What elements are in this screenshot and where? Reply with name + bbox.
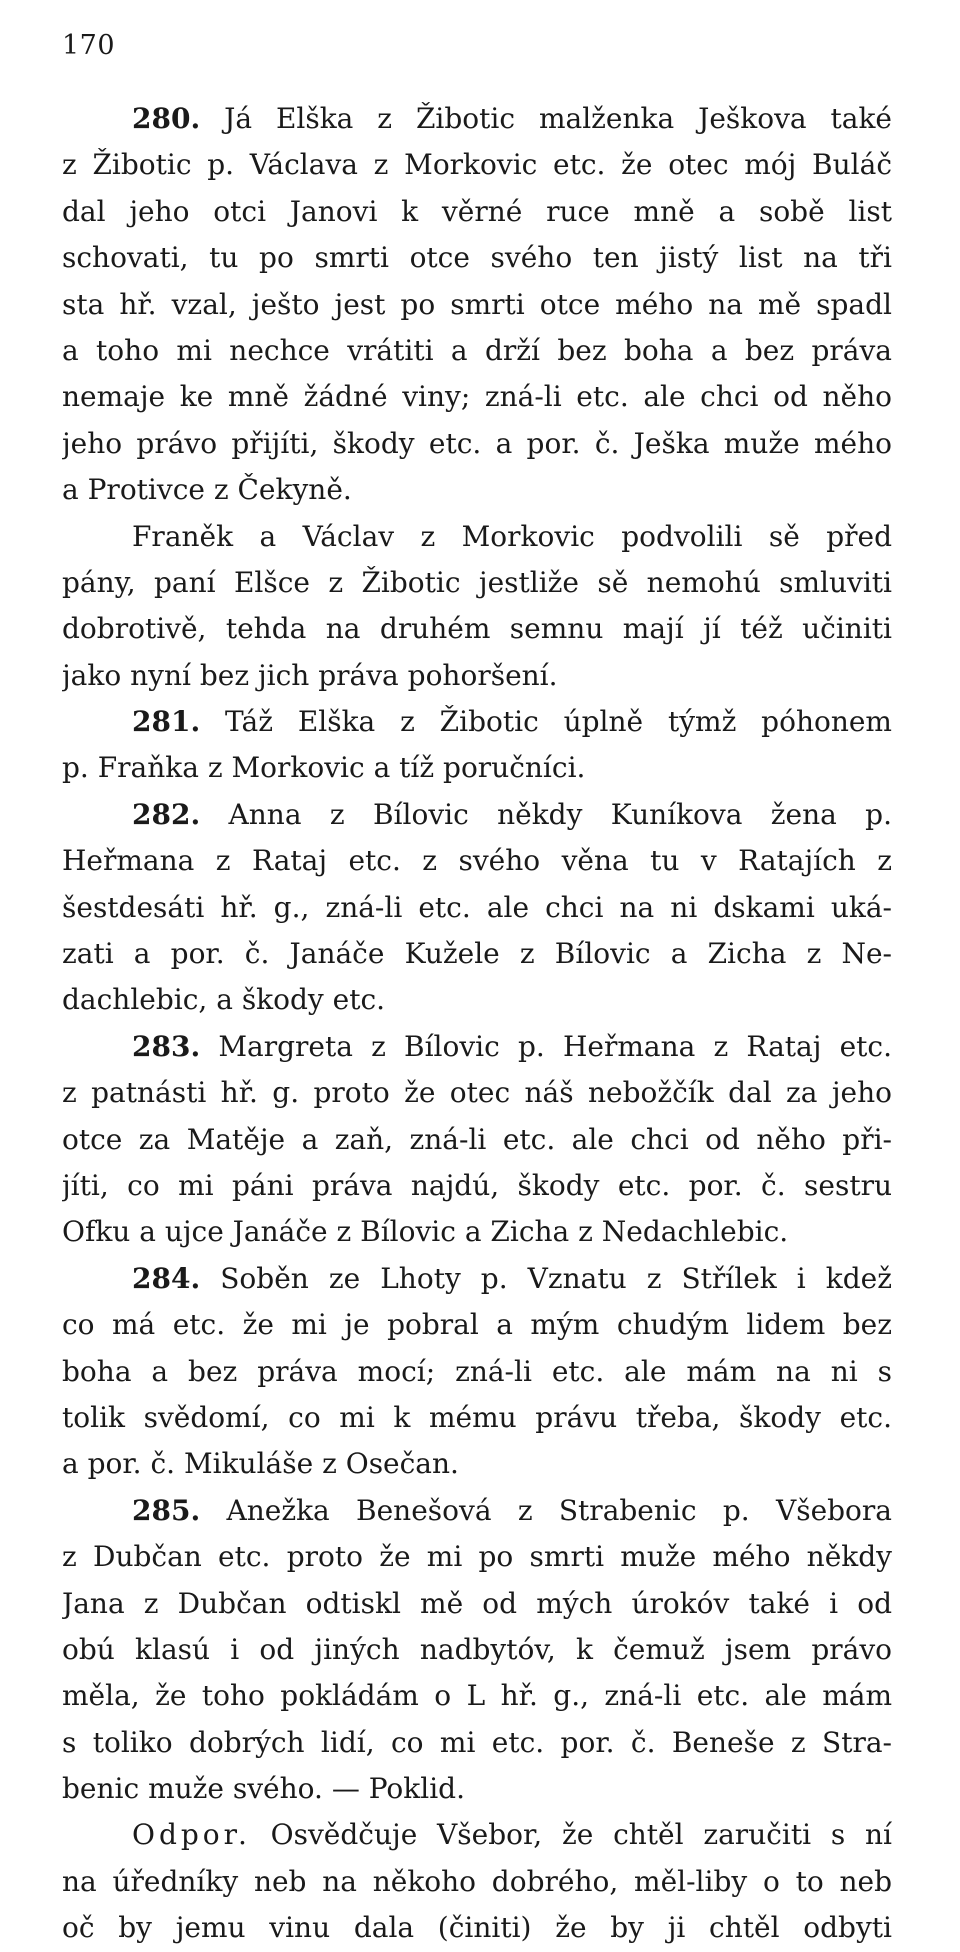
line-text: Anna z Bílovic někdy Kuníkova žena p. (200, 797, 892, 831)
entry-number: 283. (132, 1029, 201, 1063)
line-text: otce za Matěje a zaň, zná-li etc. ale chci od něho při- (62, 1122, 892, 1156)
text-line (62, 1627, 892, 1673)
line-text: a Protivce z Čekyně. (62, 473, 352, 507)
line-text: Já Elška z Žibotic malženka Ješkova také (200, 102, 892, 135)
text-line (62, 1024, 892, 1070)
line-text: Jana z Dubčan odtiskl mě od mých úrokóv také i od (62, 1586, 892, 1620)
text-line (62, 699, 892, 745)
text-line (62, 1117, 892, 1163)
text-line (62, 977, 892, 1023)
line-text: obú klasú i od jiných nadbytóv, k čemuž jsem právo (62, 1632, 892, 1666)
text-line (62, 1673, 892, 1719)
line-text: benic muže svého. — Poklid. (62, 1772, 465, 1806)
line-text: jako nyní bez jich práva pohoršení. (62, 658, 558, 692)
spaced-heading-word: Odpor. (132, 1818, 251, 1852)
text-line (62, 1395, 892, 1441)
line-text: dobrotivě, tehda na druhém semnu mají jí též učiniti (62, 612, 892, 646)
line-text: co má etc. že mi je pobral a mým chudým lidem bez (62, 1308, 892, 1342)
line-text: z Dubčan etc. proto že mi po smrti muže mého někdy (62, 1540, 892, 1574)
text-line (62, 1209, 892, 1255)
line-text: jíti, co mi páni práva najdú, škody etc. por. č. sestru (62, 1168, 892, 1202)
line-text: Ofku a ujce Janáče z Bílovic a Zicha z Nedachlebic. (62, 1215, 789, 1249)
text-line (62, 421, 892, 467)
line-text: boha a bez práva mocí; zná-li etc. ale mám na ni s (62, 1354, 892, 1388)
line-text: dachlebic, a škody etc. (62, 983, 386, 1017)
text-line (62, 560, 892, 606)
line-text: schovati, tu po smrti otce svého ten jistý list na tři (62, 241, 892, 275)
text-line (62, 142, 892, 188)
text-line (62, 328, 892, 374)
line-text: dal jeho otci Janovi k věrné ruce mně a sobě list (62, 194, 892, 228)
page-number: 170 (62, 30, 116, 61)
line-text: Heřmana z Rataj etc. z svého věna tu v Ratajích z (62, 844, 892, 878)
entry-number: 285. (132, 1493, 201, 1527)
text-line (62, 745, 892, 791)
entry-number: 280. (132, 102, 201, 135)
line-text: a toho mi nechce vrátiti a drží bez boha a bez práva (62, 333, 892, 367)
line-text: měla, že toho pokládám o L hř. g., zná-li etc. ale mám (62, 1679, 892, 1713)
line-text: jeho právo přijíti, škody etc. a por. č. Ješka muže mého (62, 426, 892, 460)
line-text: Margreta z Bílovic p. Heřmana z Rataj etc. (200, 1029, 892, 1063)
line-text: z Žibotic p. Václava z Morkovic etc. že otec mój Buláč (62, 148, 892, 182)
line-text: Anežka Benešová z Strabenic p. Všebora (200, 1493, 892, 1527)
text-line (62, 838, 892, 884)
text-line (62, 1302, 892, 1348)
text-line (62, 1905, 892, 1951)
line-text: sta hř. vzal, ješto jest po smrti otce mého na mě spadl (62, 287, 892, 321)
text-line (62, 1812, 892, 1858)
text-line (62, 235, 892, 281)
text-line (62, 1256, 892, 1302)
line-text: a por. č. Mikuláše z Osečan. (62, 1447, 459, 1481)
line-text: tolik svědomí, co mi k mému právu třeba, škody etc. (62, 1400, 892, 1434)
entry-number: 281. (132, 705, 201, 739)
line-text: p. Fraňka z Morkovic a tíž poručníci. (62, 751, 586, 785)
text-line (62, 1534, 892, 1580)
line-text: z patnásti hř. g. proto že otec náš nebožčík dal za jeho (62, 1076, 892, 1110)
line-text: na úředníky neb na někoho dobrého, měl-liby o to neb (62, 1864, 892, 1898)
text-line (62, 96, 892, 142)
text-line (62, 514, 892, 560)
text-line (62, 1441, 892, 1487)
text-line (62, 1163, 892, 1209)
text-line (62, 1766, 892, 1812)
text-line (62, 189, 892, 235)
text-block (62, 96, 892, 1952)
line-text: Osvědčuje Všebor, že chtěl zaručiti s ní (250, 1818, 892, 1852)
text-line (62, 1070, 892, 1116)
text-line (62, 1581, 892, 1627)
text-line (62, 606, 892, 652)
line-text: Táž Elška z Žibotic úplně týmž póhonem (200, 705, 892, 739)
line-text: zati a por. č. Janáče Kužele z Bílovic a Zicha z Ne- (62, 937, 892, 971)
text-line (62, 885, 892, 931)
line-text: Franěk a Václav z Morkovic podvolili sě před (132, 519, 892, 553)
line-text: Soběn ze Lhoty p. Vznatu z Střílek i kdež (200, 1261, 892, 1295)
text-line (62, 374, 892, 420)
text-line (62, 931, 892, 977)
text-line (62, 1720, 892, 1766)
line-text: oč by jemu vinu dala (činiti) že by ji chtěl odbyti (62, 1911, 892, 1945)
text-line (62, 282, 892, 328)
text-line (62, 1859, 892, 1905)
line-text: s toliko dobrých lidí, co mi etc. por. č. Beneše z Stra- (62, 1725, 892, 1759)
line-text: šestdesáti hř. g., zná-li etc. ale chci na ni dskami uká- (62, 890, 892, 924)
text-line (62, 792, 892, 838)
text-line (62, 467, 892, 513)
text-line (62, 653, 892, 699)
text-line (62, 1488, 892, 1534)
entry-number: 284. (132, 1261, 201, 1295)
text-line (62, 1349, 892, 1395)
line-text: pány, paní Elšce z Žibotic jestliže sě nemohú smluviti (62, 565, 892, 599)
line-text: nemaje ke mně žádné viny; zná-li etc. ale chci od něho (62, 380, 892, 414)
entry-number: 282. (132, 797, 201, 831)
